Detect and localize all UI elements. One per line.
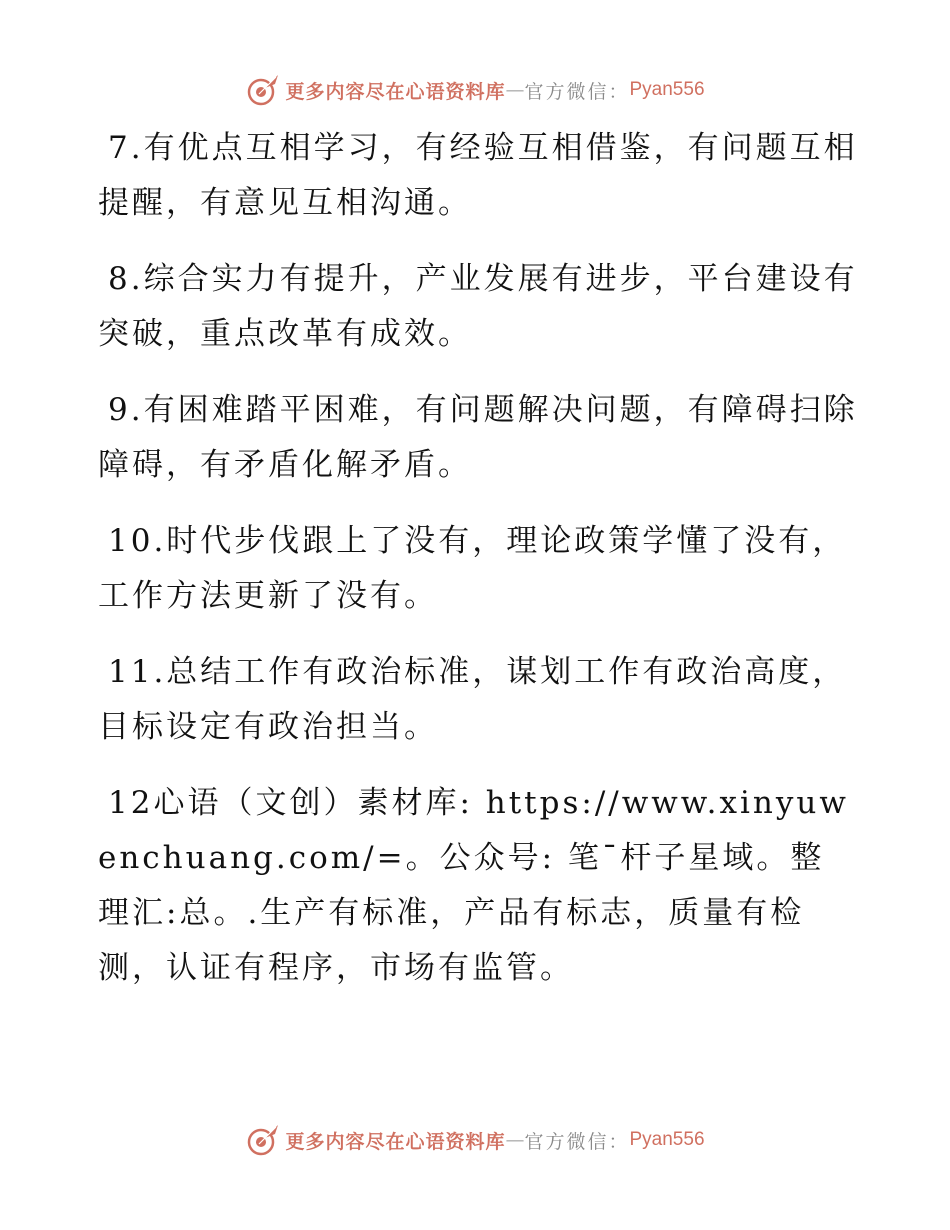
paragraph-text: 7.有优点互相学习，有经验互相借鉴，有问题互相提醒，有意见互相沟通。 — [98, 130, 858, 221]
paragraph-8 — [98, 252, 858, 362]
paragraph-text: 9.有困难踏平困难，有问题解决问题，有障碍扫除障碍，有矛盾化解矛盾。 — [98, 392, 858, 483]
quill-logo-icon — [245, 72, 281, 108]
document-body — [98, 121, 858, 1017]
paragraph-text: 11.总结工作有政治标准，谋划工作有政治高度，目标设定有政治担当。 — [98, 654, 847, 745]
header-wechat-label: 官方微信： — [524, 80, 630, 103]
footer-wechat-label: 官方微信： — [524, 1130, 630, 1153]
paragraph-9 — [98, 383, 858, 493]
footer-dash: — — [505, 1129, 525, 1151]
header-title: 更多内容尽在心语资料库 — [285, 80, 506, 103]
paragraph-12 — [98, 776, 858, 996]
paragraph-text: 12心语（文创）素材库: https://www.xinyuwenchuang.com/=。公众号: 笔¯杆子星域。整理汇:总。.生产有标准，产品有标志，质量有检测，认证有程序，市场有监管。 — [98, 785, 849, 986]
paragraph-11 — [98, 645, 858, 755]
footer-title: 更多内容尽在心语资料库 — [285, 1130, 506, 1153]
paragraph-text: 10.时代步伐跟上了没有，理论政策学懂了没有，工作方法更新了没有。 — [98, 523, 847, 614]
footer-banner — [0, 1120, 950, 1160]
header-banner — [0, 70, 950, 110]
paragraph-text: 8.综合实力有提升，产业发展有进步，平台建设有突破，重点改革有成效。 — [98, 261, 858, 352]
paragraph-7 — [98, 121, 858, 231]
quill-logo-icon — [245, 1122, 281, 1158]
footer-wechat-id: Pyan556 — [629, 1129, 705, 1150]
paragraph-10 — [98, 514, 858, 624]
header-wechat-id: Pyan556 — [629, 79, 705, 100]
header-dash: — — [505, 79, 525, 101]
